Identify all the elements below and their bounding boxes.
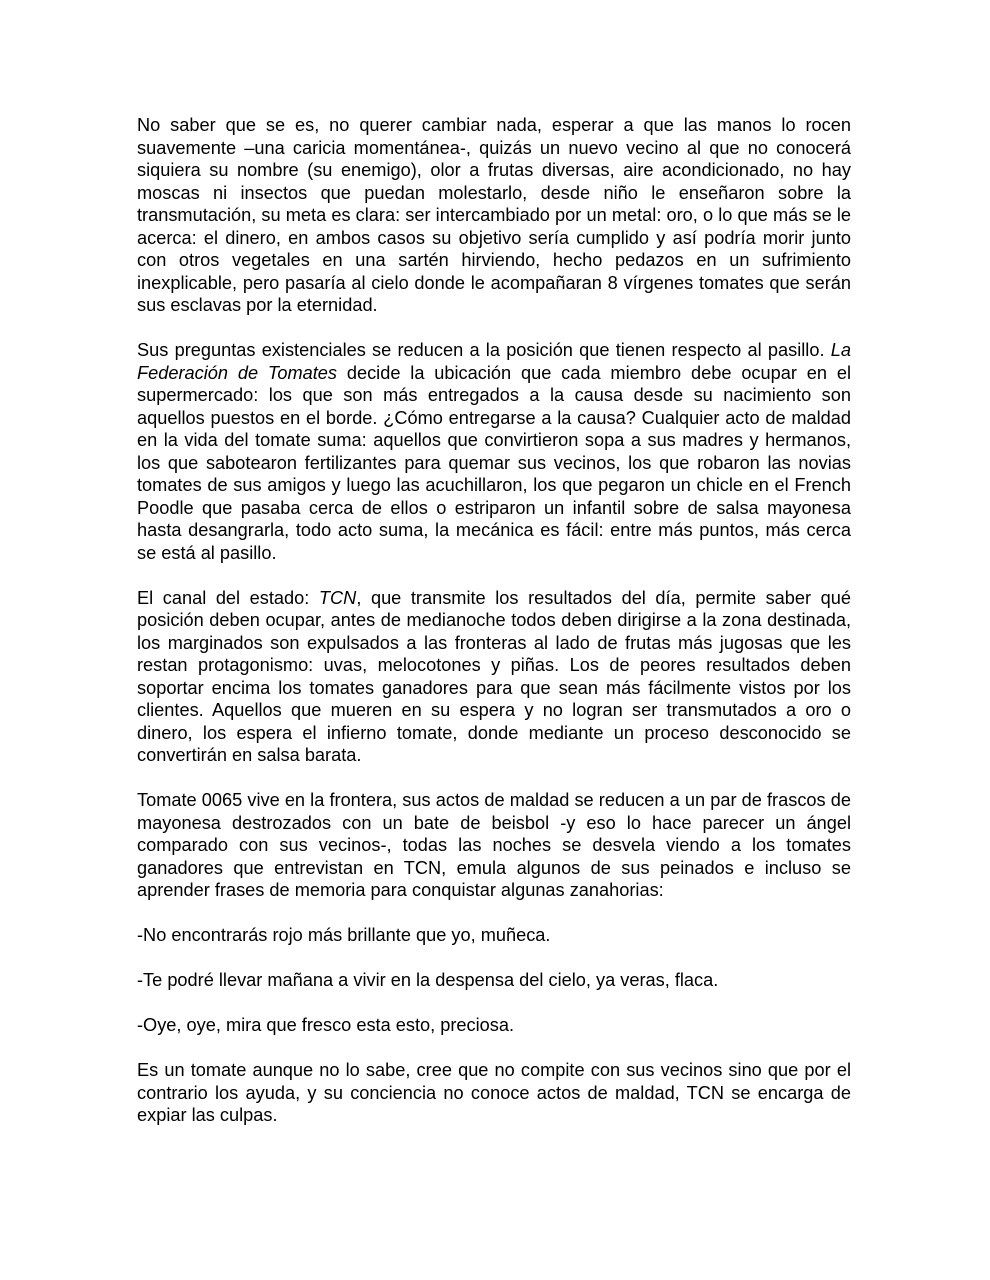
document-page: [137, 114, 851, 1149]
paragraph-3-text-a: El canal del estado:: [137, 587, 319, 608]
dialogue-line-2: -Te podré llevar mañana a vivir en la despensa del cielo, ya veras, flaca.: [137, 970, 719, 990]
paragraph-2-text-b: decide la ubicación que cada miembro debe ocupar en el supermercado: los que son más entregados a la causa desde su nacimiento son aquellos puestos en el borde. ¿Cómo entregarse a la causa? Cualquier acto de maldad en la vida del tomate suma: aquellos que convirtieron sopa a sus madres y hermanos, los que sabotearon fertilizantes para quemar sus vecinos, los que robaron las novias tomates de sus amigos y luego las acuchillaron, los que pegaron un chicle en el French Poodle que pasaba cerca de ellos o estriparon un infantil sobre de salsa mayonesa hasta desangrarla, todo acto suma, la mecánica es fácil: entre más puntos, más cerca se está al pasillo.: [137, 362, 851, 563]
dialogue-line-3: -Oye, oye, mira que fresco esta esto, preciosa.: [137, 1015, 515, 1035]
paragraph-5: Es un tomate aunque no lo sabe, cree que no compite con sus vecinos sino que por el contrario los ayuda, y su conciencia no conoce actos de maldad, TCN se encarga de expiar las culpas.: [137, 1060, 851, 1125]
paragraph-1: No saber que se es, no querer cambiar nada, esperar a que las manos lo rocen suavemente –una caricia momentánea-, quizás un nuevo vecino al que no conocerá siquiera su nombre (su enemigo), olor a frutas diversas, aire acondicionado, no hay moscas ni insectos que puedan molestarlo, desde niño le enseñaron sobre la transmutación, su meta es clara: ser intercambiado por un metal: oro, o lo que más se le acerca: el dinero, en ambos casos su objetivo sería cumplido y así podría morir junto con otros vegetales en una sartén hirviendo, hecho pedazos en un sufrimiento inexplicable, pero pasaría al cielo donde le acompañaran 8 vírgenes tomates que serán sus esclavas por la eternidad.: [137, 115, 851, 315]
channel-name: TCN: [318, 587, 357, 608]
paragraph-4: Tomate 0065 vive en la frontera, sus actos de maldad se reducen a un par de frascos de mayonesa destrozados con un bate de beisbol -y eso lo hace parecer un ángel comparado con sus vecinos-, todas las noches se desvela viendo a los tomates ganadores que entrevistan en TCN, emula algunos de sus peinados e incluso se aprender frases de memoria para conquistar algunas zanahorias:: [137, 790, 851, 900]
paragraph-2-text-a: Sus preguntas existenciales se reducen a la posición que tienen respecto al pasillo.: [137, 340, 831, 360]
paragraph-3-text-b: , que transmite los resultados del día, permite saber qué posición deben ocupar, antes de medianoche todos deben dirigirse a la zona destinada, los marginados son expulsados a las fronteras al lado de frutas más jugosas que les restan protagonismo: uvas, melocotones y piñas. Los de peores resultados deben soportar encima los tomates ganadores para que sean más fácilmente vistos por los clientes. Aquellos que mueren en su espera y no logran ser transmutados a oro o dinero, los espera el infierno tomate, donde mediante un proceso desconocido se convertirán en salsa barata.: [137, 587, 851, 765]
federation-title: La Federación de Tomates: [137, 340, 851, 383]
paragraph-3: [137, 587, 851, 767]
paragraph-2: [137, 339, 851, 564]
dialogue-line-1: -No encontrarás rojo más brillante que yo, muñeca.: [137, 925, 551, 945]
